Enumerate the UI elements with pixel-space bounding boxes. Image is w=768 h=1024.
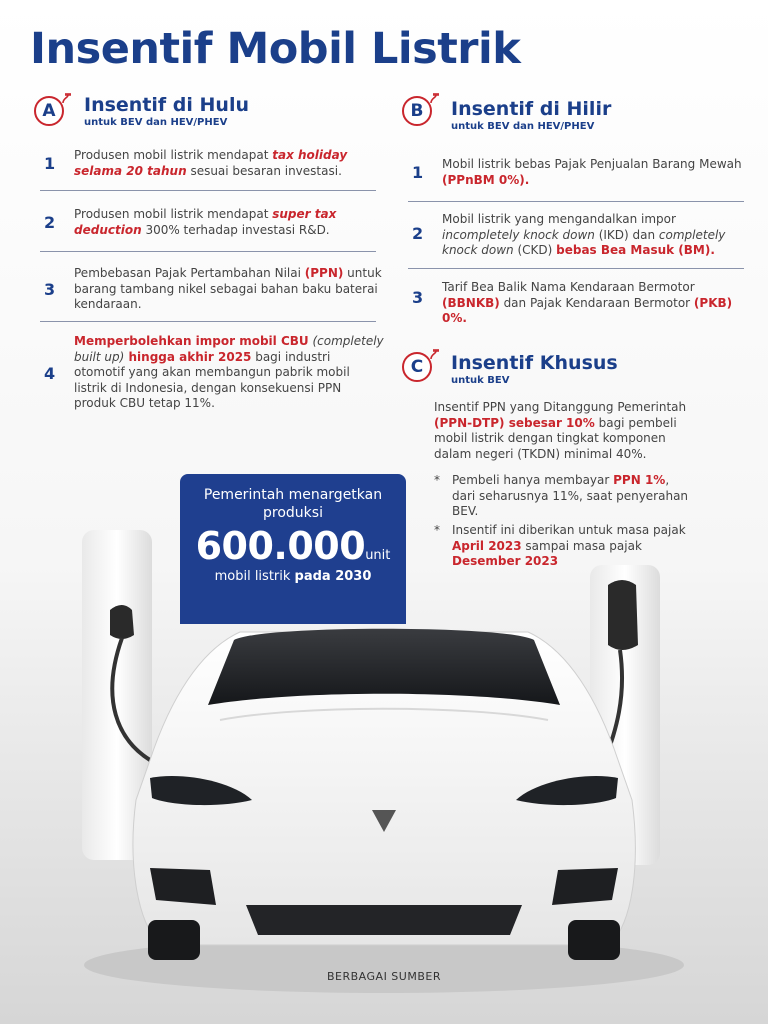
- target-year: mobil listrik pada 2030: [214, 569, 372, 584]
- item-number: 2: [44, 213, 56, 232]
- item-text: Produsen mobil listrik mendapat tax holiday selama 20 tahun sesuai besaran investasi.: [74, 148, 348, 178]
- section-c-badge: C: [402, 352, 432, 382]
- target-line: Pemerintah menargetkan produksi: [203, 487, 383, 521]
- target-unit: unit: [365, 548, 391, 563]
- bullet-item: * Pembeli hanya membayar PPN 1%, dari seharusnya 11%, saat penyerahan BEV.: [434, 473, 689, 518]
- item-text: Memperbolehkan impor mobil CBU (completely built up) hingga akhir 2025 bagi industri otomotif yang akan membangun pabrik mobil listrik di Indonesia, dengan konsekuensi PPN produk CBU tetap 11%.: [74, 334, 384, 410]
- item-number: 3: [44, 280, 56, 299]
- item-number: 1: [412, 163, 424, 182]
- item-text: Mobil listrik bebas Pajak Penjualan Barang Mewah (PPnBM 0%).: [442, 157, 742, 187]
- item-text: Pembebasan Pajak Pertambahan Nilai (PPN) untuk barang tambang nikel sebagai bahan baku baterai kendaraan.: [74, 266, 382, 311]
- bullet-item: * Insentif ini diberikan untuk masa pajak April 2023 sampai masa pajak Desember 2023: [434, 523, 686, 568]
- section-b-heading: Insentif di Hilir: [451, 98, 612, 120]
- section-a-heading: Insentif di Hulu: [84, 94, 249, 116]
- section-a-subheading: untuk BEV dan HEV/PHEV: [84, 117, 228, 128]
- target-number: 600.000: [195, 524, 366, 568]
- section-a-badge: A: [34, 96, 64, 126]
- item-number: 4: [44, 364, 56, 383]
- special-incentive-text: Insentif PPN yang Ditanggung Pemerintah (PPN-DTP) sebesar 10% bagi pembeli mobil listrik dengan tingkat komponen dalam negeri (TKDN) minimal 40%.: [434, 400, 687, 461]
- item-text: Produsen mobil listrik mendapat super tax deduction 300% terhadap investasi R&D.: [74, 207, 337, 237]
- section-b-subheading: untuk BEV dan HEV/PHEV: [451, 121, 595, 132]
- item-text: Mobil listrik yang mengandalkan impor incompletely knock down (IKD) dan completely knock down (CKD) bebas Bea Masuk (BM).: [442, 212, 726, 257]
- source-credit: BERBAGAI SUMBER: [327, 970, 441, 983]
- item-number: 2: [412, 224, 424, 243]
- item-number: 3: [412, 288, 424, 307]
- production-target-box: [180, 474, 406, 624]
- item-text: Tarif Bea Balik Nama Kendaraan Bermotor (BBNKB) dan Pajak Kendaraan Bermotor (PKB) 0%.: [442, 280, 733, 325]
- section-b-badge: B: [402, 96, 432, 126]
- item-number: 1: [44, 154, 56, 173]
- section-c-subheading: untuk BEV: [451, 375, 510, 386]
- section-c-heading: Insentif Khusus: [451, 352, 618, 374]
- page-title: Insentif Mobil Listrik: [30, 24, 521, 74]
